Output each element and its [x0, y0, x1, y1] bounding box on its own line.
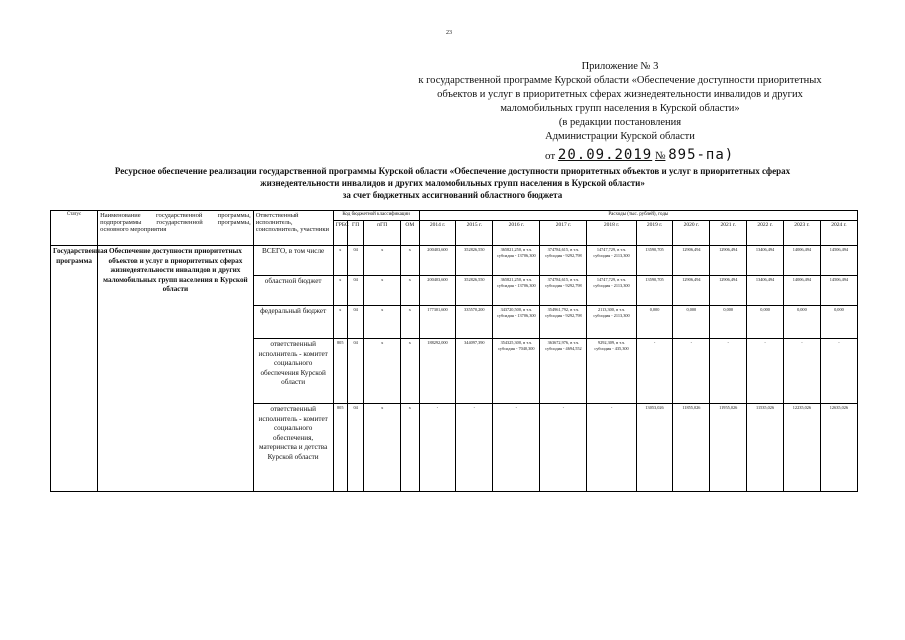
table-cell: 13590,705	[636, 246, 673, 276]
table-cell: 11955,026	[710, 404, 747, 492]
table-cell: -	[419, 404, 456, 492]
appendix-line-3: маломобильных групп населения в Курской области»	[500, 103, 740, 114]
table-row	[51, 246, 858, 276]
table-cell: 188292,000	[419, 339, 456, 404]
table-cell: -	[783, 339, 820, 404]
responsible-cell: ответственный исполнитель - комитет социального обеспечения, материнства и детства Курской области	[253, 404, 333, 492]
table-cell: 200403,600	[419, 276, 456, 306]
table-cell: 0,000	[636, 306, 673, 339]
heading-line-2: жизнедеятельности инвалидов и других маломобильных групп населения в Курской области»	[260, 178, 645, 188]
table-cell: 354325,300, в т.ч. субсидия - 7040,300	[493, 339, 540, 404]
table-cell: 12635,026	[820, 404, 857, 492]
table-cell: 04	[347, 246, 363, 276]
table-cell: х	[364, 276, 401, 306]
table-cell: х	[401, 276, 419, 306]
table-cell: 14006,494	[783, 276, 820, 306]
document-heading	[50, 165, 855, 201]
subheader-cell: пГП	[364, 221, 401, 246]
subheader-cell: 2020 г.	[673, 221, 710, 246]
table-cell: х	[401, 306, 419, 339]
responsible-cell: ответственный исполнитель - комитет социального обеспечения Курской области	[253, 339, 333, 404]
heading-line-1: Ресурсное обеспечение реализации государственной программы Курской области «Обеспечение доступности приоритетных объектов и услуг в приоритетных сферах	[114, 166, 791, 176]
header-budget-code: Код бюджетной классификации	[333, 211, 419, 221]
table-cell: 04	[347, 404, 363, 492]
table-cell: 04	[347, 339, 363, 404]
subheader-cell: 2018 г.	[587, 221, 636, 246]
table-cell: 0,000	[747, 306, 784, 339]
table-cell: 04	[347, 276, 363, 306]
decree-date-line	[545, 147, 734, 163]
table-cell: 14747,729, в т.ч. субсидия - 2113,300	[587, 246, 636, 276]
subheader-cell: ГРБС	[333, 221, 347, 246]
subheader-cell: 2021 г.	[710, 221, 747, 246]
table-cell: х	[364, 246, 401, 276]
table-cell: 177301,600	[419, 306, 456, 339]
table-cell: 14006,494	[783, 246, 820, 276]
table-cell: 13053,026	[636, 404, 673, 492]
subheader-cell: 2024 г.	[820, 221, 857, 246]
table-cell: х	[401, 404, 419, 492]
page-number: 23	[446, 30, 452, 36]
subheader-cell: ОМ	[401, 221, 419, 246]
table-cell: 0,000	[820, 306, 857, 339]
table-cell: х	[333, 246, 347, 276]
decree-number: 895-па)	[668, 147, 735, 163]
header-costs: Расходы (тыс. рублей), годы	[419, 211, 857, 221]
table-cell: -	[747, 339, 784, 404]
table-cell: -	[673, 339, 710, 404]
subheader-cell: 2014 г.	[419, 221, 456, 246]
number-prefix: №	[654, 150, 666, 162]
table-cell: х	[333, 306, 347, 339]
table-cell: 14506,494	[820, 246, 857, 276]
table-cell: х	[401, 339, 419, 404]
appendix-line-4: (в редакции постановления	[558, 117, 682, 128]
table-cell: х	[364, 339, 401, 404]
table-cell: х	[364, 306, 401, 339]
subheader-cell: 2019 г.	[636, 221, 673, 246]
table-cell: 354961,792, в т.ч. субсидия - 9292,798	[540, 306, 587, 339]
table-cell: 344097,390	[456, 339, 493, 404]
appendix-block	[360, 60, 880, 144]
table-cell: х	[401, 246, 419, 276]
subheader-cell: 2022 г.	[747, 221, 784, 246]
table-cell: 13406,494	[747, 246, 784, 276]
table-cell: 352826,550	[456, 246, 493, 276]
table-cell: 9292,309, в т.ч. субсидия - 435,300	[587, 339, 636, 404]
table-cell: 12906,494	[710, 246, 747, 276]
table-cell: -	[493, 404, 540, 492]
table-cell: -	[636, 339, 673, 404]
table-cell: 365821,250, в т.ч. субсидия - 13706,300	[493, 246, 540, 276]
subheader-cell: 2017 г.	[540, 221, 587, 246]
table-cell: 13590,705	[636, 276, 673, 306]
table-cell: 0,000	[710, 306, 747, 339]
table-cell: -	[587, 404, 636, 492]
table-cell: 0,000	[783, 306, 820, 339]
responsible-cell: федеральный бюджет	[253, 306, 333, 339]
table-cell: х	[333, 276, 347, 306]
responsible-cell: областной бюджет	[253, 276, 333, 306]
table-cell: -	[820, 339, 857, 404]
table-cell: 374784,615, в т.ч. субсидия - 9292,798	[540, 246, 587, 276]
header-status: Статус	[51, 211, 98, 246]
table-cell: 04	[347, 306, 363, 339]
table-cell: 11535,026	[747, 404, 784, 492]
table-cell: 12906,494	[673, 276, 710, 306]
date-prefix: от	[545, 150, 556, 162]
table-cell: 335570,200	[456, 306, 493, 339]
table-cell: -	[710, 339, 747, 404]
table-cell: 2113,300, в т.ч. субсидия - 2113,300	[587, 306, 636, 339]
subheader-cell: ГП	[347, 221, 363, 246]
table-cell: 805	[333, 404, 347, 492]
subheader-cell: 2023 г.	[783, 221, 820, 246]
table-cell: 14506,494	[820, 276, 857, 306]
appendix-line-5: Администрации Курской области	[545, 131, 695, 142]
appendix-line-2: объектов и услуг в приоритетных сферах жизнедеятельности инвалидов и других	[437, 89, 803, 100]
responsible-cell: ВСЕГО, в том числе	[253, 246, 333, 276]
subheader-cell: 2016 г.	[493, 221, 540, 246]
table-cell: 363672,976, в т.ч. субсидия - 4694,552	[540, 339, 587, 404]
table-cell: х	[364, 404, 401, 492]
decree-date: 20.09.2019	[557, 147, 653, 163]
table-cell: 14747,729, в т.ч. субсидия - 2113,300	[587, 276, 636, 306]
table-cell: -	[456, 404, 493, 492]
table-cell: 12906,494	[710, 276, 747, 306]
table-cell: 12235,026	[783, 404, 820, 492]
header-name: Наименование государственной программы, подпрограммы государственной программы, основного мероприятия	[98, 211, 254, 246]
table-cell: 365821,250, в т.ч. субсидия - 13706,300	[493, 276, 540, 306]
program-name-cell: Обеспечение доступности приоритетных объектов и услуг в приоритетных сферах жизнедеятельности инвалидов и других маломобильных групп населения в Курской области	[98, 246, 254, 492]
header-responsible: Ответственный исполнитель, соисполнитель, участники	[253, 211, 333, 246]
subheader-cell: 2015 г.	[456, 221, 493, 246]
appendix-line-1: к государственной программе Курской области «Обеспечение доступности приоритетных	[418, 75, 822, 86]
table-cell: 11855,026	[673, 404, 710, 492]
table-cell: 374784,615, в т.ч. субсидия - 9292,798	[540, 276, 587, 306]
table-cell: 13406,494	[747, 276, 784, 306]
appendix-title: Приложение № 3	[581, 61, 659, 72]
heading-line-3: за счет бюджетных ассигнований областного бюджета	[342, 190, 563, 200]
table-cell: 343720,500, в т.ч. субсидия - 13706,300	[493, 306, 540, 339]
table-cell: -	[540, 404, 587, 492]
status-cell: Государственная программа	[51, 246, 98, 492]
table-cell: 12906,494	[673, 246, 710, 276]
table-cell: 805	[333, 339, 347, 404]
resource-table	[50, 210, 858, 492]
table-cell: 200403,600	[419, 246, 456, 276]
table-cell: 0,000	[673, 306, 710, 339]
table-cell: 352826,550	[456, 276, 493, 306]
